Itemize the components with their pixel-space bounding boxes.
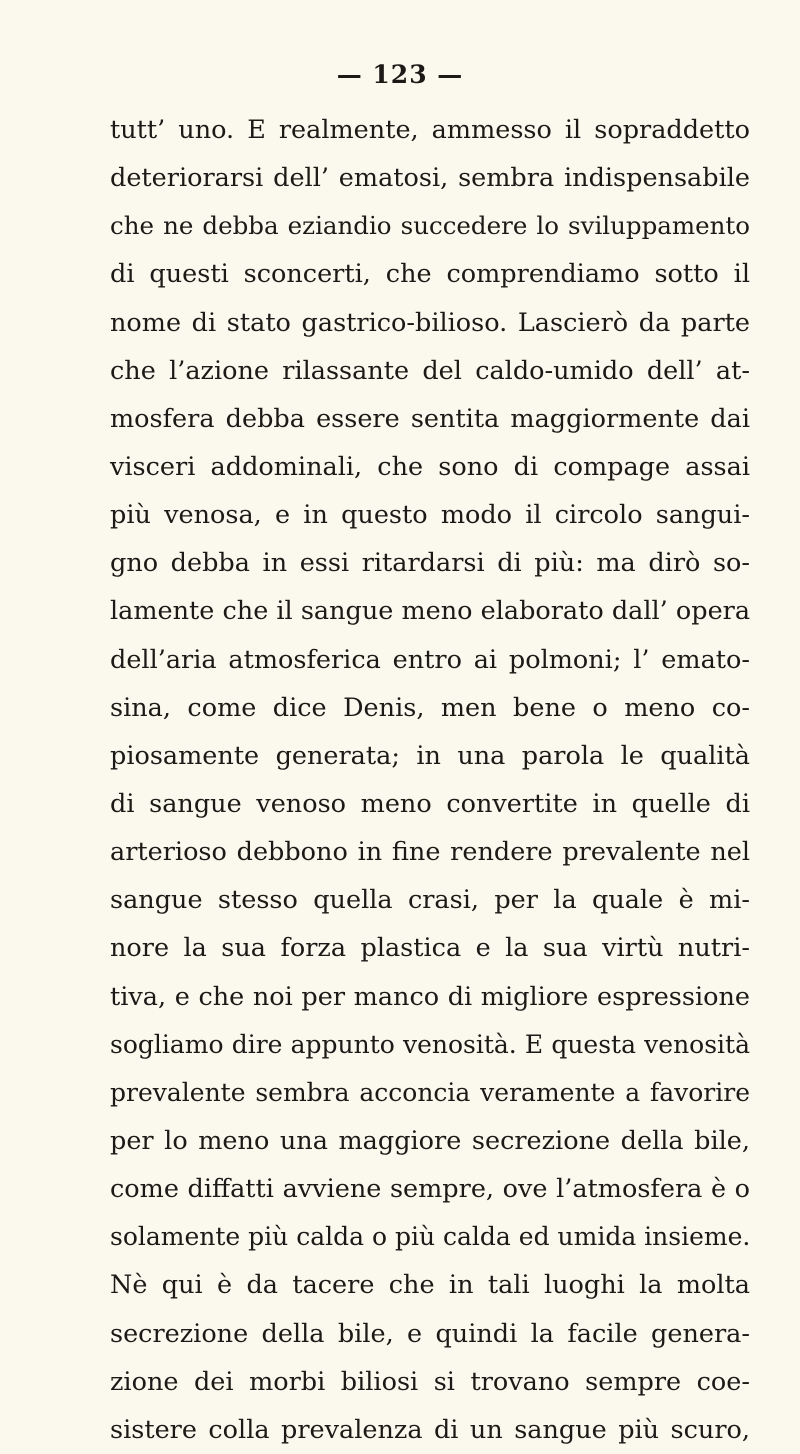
text-line: piosamente generata; in una parola le qualità [110, 740, 750, 771]
text-line: per lo meno una maggiore secrezione della bile, [110, 1125, 750, 1156]
text-line: secrezione della bile, e quindi la facile genera- [110, 1318, 750, 1349]
text-line: sogliamo dire appunto venosità. E questa venosità [110, 1029, 750, 1059]
page-number: — 123 — [336, 60, 464, 89]
text-line: visceri addominali, che sono di compage assai [110, 451, 750, 482]
text-line: che l’azione rilassante del caldo-umido dell’ at- [110, 355, 750, 386]
text-line: di sangue venoso meno convertite in quelle di [110, 788, 750, 819]
text-line: sangue stesso quella crasi, per la quale è mi- [110, 885, 750, 916]
text-line: tutt’ uno. E realmente, ammesso il sopraddetto [110, 115, 750, 145]
text-line: prevalente sembra acconcia veramente a favorire [110, 1077, 750, 1107]
text-line: arterioso debbono in fine rendere prevalente nel [110, 837, 750, 868]
text-line: zione dei morbi biliosi si trovano sempre coe- [110, 1366, 750, 1397]
text-line: deteriorarsi dell’ ematosi, sembra indispensabile [110, 163, 750, 194]
text-line: sina, come dice Denis, men bene o meno co- [110, 692, 750, 723]
text-line: sistere colla prevalenza di un sangue più scuro, [110, 1414, 750, 1445]
text-line: Nè qui è da tacere che in tali luoghi la molta [110, 1270, 750, 1301]
text-line: come diffatti avviene sempre, ove l’atmosfera è o [110, 1174, 750, 1205]
text-line: nome di stato gastrico-bilioso. Lascierò da parte [110, 307, 750, 338]
text-line: mosfera debba essere sentita maggiormente dai [110, 403, 750, 434]
text-line: tiva, e che noi per manco di migliore espressione [110, 981, 750, 1012]
text-line: dell’aria atmosferica entro ai polmoni; l’ emato- [110, 644, 750, 675]
text-line: solamente più calda o più calda ed umida insieme. [110, 1222, 751, 1252]
text-line: gno debba in essi ritardarsi di più: ma dirò so- [110, 548, 750, 579]
text-line: lamente che il sangue meno elaborato dall’ opera [110, 596, 751, 627]
text-line: di questi sconcerti, che comprendiamo sotto il [110, 259, 750, 290]
text-line: più venosa, e in questo modo il circolo sangui- [110, 500, 750, 531]
text-line: nore la sua forza plastica e la sua virtù nutri- [110, 933, 750, 964]
body-text [110, 106, 750, 1454]
text-line: che ne debba eziandio succedere lo sviluppamento [110, 211, 750, 241]
